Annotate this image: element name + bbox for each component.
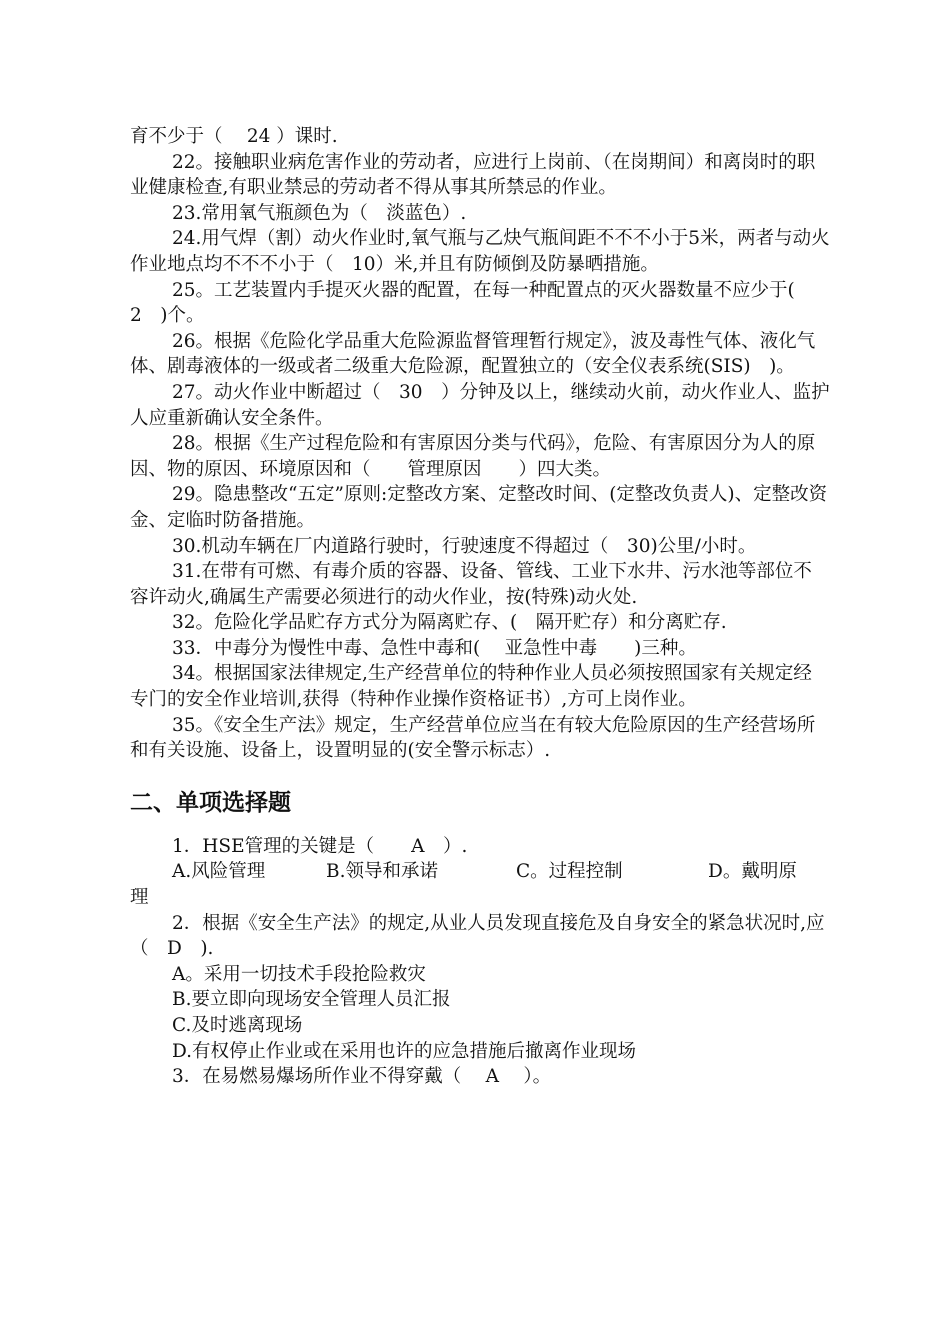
question-1-stem: 1．HSE管理的关键是（ A ）.: [172, 835, 468, 857]
section-heading: 二、单项选择题: [130, 789, 291, 816]
item-35: 35。《安全生产法》规定，生产经营单位应当在有较大危险原因的生产经营场所和有关设施、设备上，设置明显的(安全警示标志）.: [130, 714, 816, 762]
item-34: 34。根据国家法律规定,生产经营单位的特种作业人员必须按照国家有关规定经专门的安全作业培训,获得（特种作业操作资格证书）,方可上岗作业。: [130, 663, 812, 711]
item-21-tail: 育不少于（ 24 ）课时.: [130, 126, 338, 147]
question-1-option-c: C。过程控制: [516, 861, 623, 883]
item-22: 22。接触职业病危害作业的劳动者，应进行上岗前、（在岗期间）和离岗时的职业健康检查,有职业禁忌的劳动者不得从事其所禁忌的作业。: [130, 151, 816, 199]
document-body: [130, 124, 830, 1090]
item-28: 28。根据《生产过程危险和有害原因分类与代码》，危险、有害原因分为人的原因、物的原因、环境原因和（ 管理原因 ）四大类。: [130, 433, 816, 480]
question-2-option-b: B.要立即向现场安全管理人员汇报: [172, 989, 451, 1011]
question-2-stem: 2．根据《安全生产法》的规定,从业人员发现直接危及自身安全的紧急状况时,应（ D ).: [130, 912, 825, 960]
question-2-option-d: D.有权停止作业或在采用也许的应急措施后撤离作业现场: [172, 1040, 637, 1062]
question-2-option-a: A。采用一切技术手段抢险救灾: [172, 963, 426, 985]
item-33: 33．中毒分为慢性中毒、急性中毒和( 亚急性中毒 )三种。: [172, 637, 697, 659]
item-23: 23.常用氧气瓶颜色为（ 淡蓝色）.: [172, 202, 467, 224]
item-25: 25。工艺装置内手提灭火器的配置，在每一种配置点的灭火器数量不应少于( 2 )个。: [130, 279, 814, 327]
question-2-option-c: C.及时逃离现场: [172, 1015, 303, 1036]
question-1-option-d: D。戴明原: [708, 861, 797, 883]
item-31: 31.在带有可燃、有毒介质的容器、设备、管线、工业下水井、污水池等部位不容许动火,确属生产需要必须进行的动火作业，按(特殊)动火处.: [130, 561, 812, 608]
item-27: 27。动火作业中断超过（ 30 ）分钟及以上，继续动火前，动火作业人、监护人应重新确认安全条件。: [130, 381, 830, 429]
question-3-stem: 3．在易燃易爆场所作业不得穿戴（ A ）。: [172, 1066, 552, 1088]
item-32: 32。危险化学品贮存方式分为隔离贮存、( 隔开贮存）和分离贮存.: [172, 612, 727, 634]
question-1-options: [130, 859, 830, 885]
item-26: 26。根据《危险化学品重大危险源监督管理暂行规定》，波及毒性气体、液化气体、剧毒液体的一级或者二级重大危险源，配置独立的（安全仪表系统(SIS) )。: [130, 330, 816, 378]
question-1-option-a: A.风险管理: [172, 861, 266, 883]
item-29: 29。隐患整改“五定”原则:定整改方案、定整改时间、(定整改负责人)、定整改资金、定临时防备措施。: [130, 484, 828, 531]
question-1-option-b: B.领导和承诺: [326, 861, 438, 883]
question-1-option-d-continued: 理: [130, 887, 149, 909]
item-30: 30.机动车辆在厂内道路行驶时，行驶速度不得超过（ 30)公里/小时。: [172, 535, 757, 557]
item-24: 24.用气焊（割）动火作业时,氧气瓶与乙炔气瓶间距不不不小于5米，两者与动火作业地点均不不不小于（ 10）米,并且有防倾倒及防暴晒措施。: [130, 228, 830, 275]
